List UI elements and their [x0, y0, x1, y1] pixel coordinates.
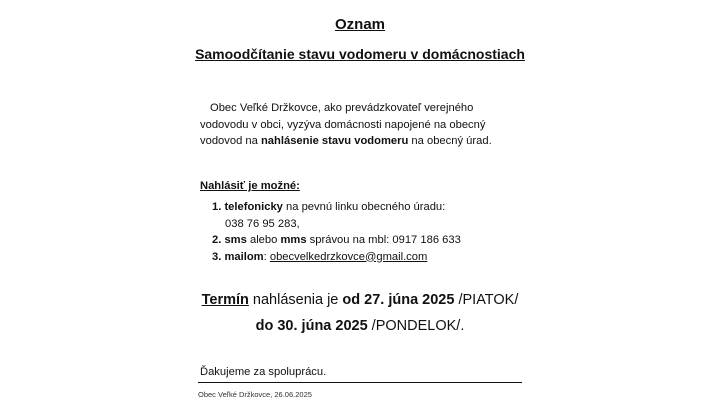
intro-paragraph	[200, 100, 522, 150]
phone-number: 038 76 95 283,	[225, 217, 300, 230]
method-email: 3. mailom: obecvelkedrzkovce@gmail.com	[212, 250, 428, 263]
notice-subtitle: Samoodčítanie stavu vodomeru v domácnostiach	[195, 46, 525, 62]
intro-emphasis: nahlásenie stavu vodomeru	[260, 135, 409, 147]
thanks-text: Ďakujeme za spoluprácu.	[200, 366, 327, 378]
intro-line-3: vodovod na nahlásenie stavu vodomeru na obecný úrad.	[200, 135, 492, 147]
deadline-line-1: Termín nahlásenia je od 27. júna 2025 /PIATOK/	[201, 292, 519, 308]
signature-rule	[198, 382, 522, 383]
methods-list	[212, 199, 532, 265]
deadline-label: Termín	[201, 292, 249, 308]
method-sms: 2. sms alebo mms správou na mbl: 0917 186 633	[212, 234, 461, 246]
intro-line-2: vodovodu v obci, vyzýva domácnosti napojené na obecný	[200, 118, 486, 131]
method-phone: 1. telefonicky na pevnú linku obecného úradu:	[212, 201, 446, 213]
deadline-start: od 27. júna 2025	[342, 292, 455, 308]
methods-heading: Nahlásiť je možné:	[200, 180, 300, 192]
deadline-end: do 30. júna 2025	[255, 318, 368, 334]
email-link[interactable]: obecvelkedrzkovce@gmail.com	[269, 250, 428, 263]
notice-title: Oznam	[334, 16, 385, 33]
intro-line-1: Obec Veľké Držkovce, ako prevádzkovateľ verejného	[210, 102, 474, 114]
footer-text: Obec Veľké Držkovce, 26.06.2025	[198, 390, 312, 399]
deadline-line-2: do 30. júna 2025 /PONDELOK/.	[255, 318, 465, 334]
